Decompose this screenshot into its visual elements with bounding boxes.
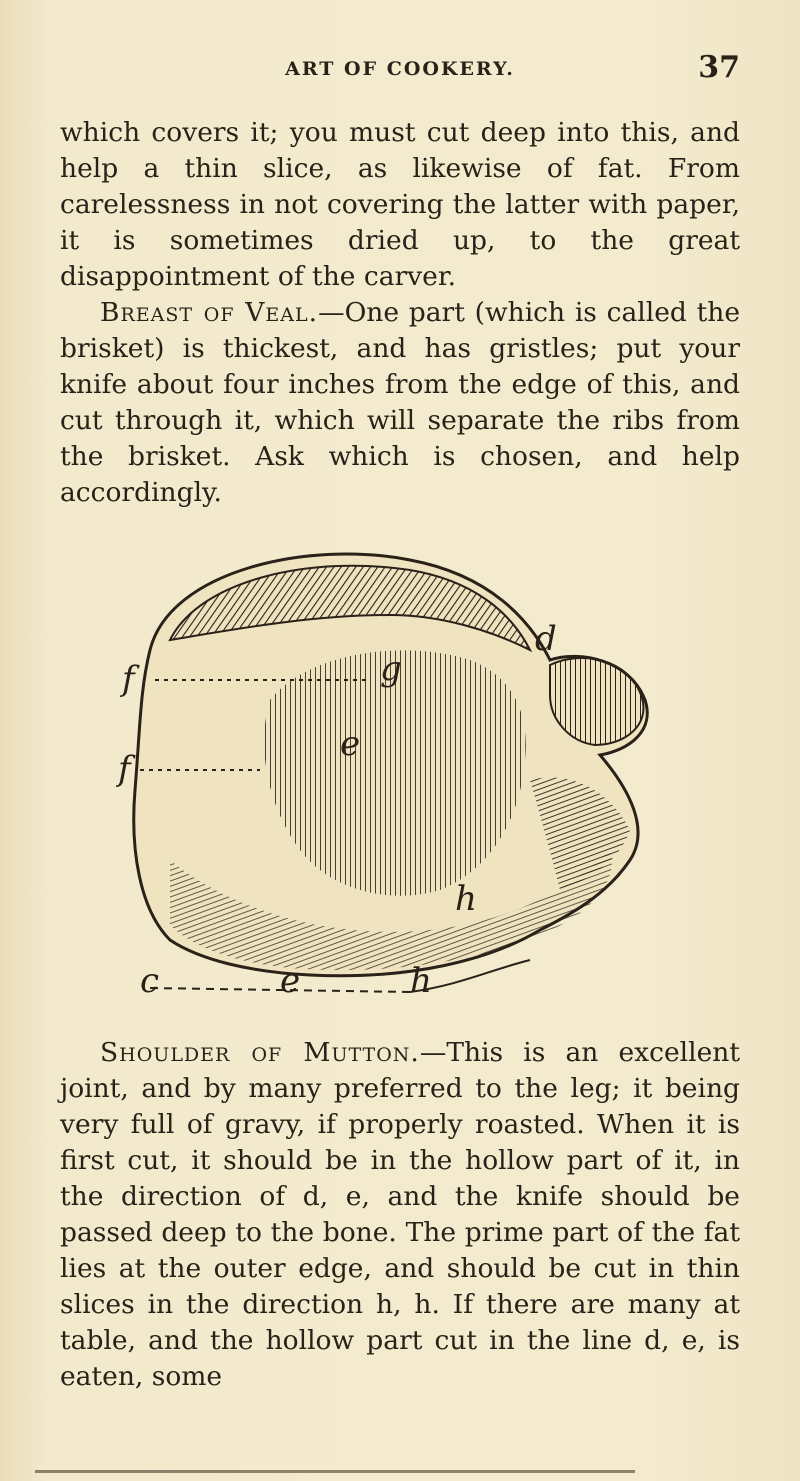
label-h-bottom: h [410, 961, 432, 1001]
running-title: ART OF COOKERY. [285, 58, 515, 80]
label-e-bottom: e [280, 961, 301, 1001]
label-f-lower: f [118, 749, 131, 789]
heading-breast-of-veal: Breast of Veal. [100, 297, 319, 328]
heading-shoulder-of-mutton: Shoulder of Mutton. [100, 1037, 420, 1068]
label-h-right: h [455, 879, 477, 919]
page-number: 37 [698, 50, 740, 85]
paragraph-breast-of-veal [60, 295, 740, 511]
text-block-bottom [60, 1035, 740, 1395]
label-f-upper: f [122, 659, 135, 699]
engraving-svg [110, 530, 670, 1010]
page-header [60, 50, 740, 98]
paragraph-breast-of-veal-body: —One part (which is called the brisket) is thickest, and has gristles; put your knife about four inches from the edge of this, and cut through it, which will separate the ribs from the brisket. Ask which is chosen, and help accordingly. [60, 297, 741, 508]
shoulder-of-mutton-engraving [110, 530, 670, 1010]
page-bottom-edge [35, 1470, 635, 1473]
label-e: e [340, 724, 361, 764]
paragraph-shoulder-of-mutton-body: —This is an excellent joint, and by many preferred to the leg; it being very full of gravy, if properly roasted. When it is first cut, it should be in the hollow part of it, in the direction of d, e, and the knife should be passed deep to the bone. The prime part of the fat lies at the outer edge, and should be cut in thin slices in the direction h, h. If there are many at table, and the hollow part cut in the line d, e, is eaten, some [60, 1037, 741, 1392]
paragraph-shoulder-of-mutton [60, 1035, 740, 1395]
label-c: c [140, 961, 160, 1001]
text-block-top [60, 115, 740, 511]
paragraph-continuation: which covers it; you must cut deep into this, and help a thin slice, as likewise of fat. From carelessness in not covering the latter with paper, it is sometimes dried up, to the great disappointment of the carver. [60, 117, 740, 292]
label-d: d [535, 619, 557, 659]
label-g: g [380, 649, 402, 689]
